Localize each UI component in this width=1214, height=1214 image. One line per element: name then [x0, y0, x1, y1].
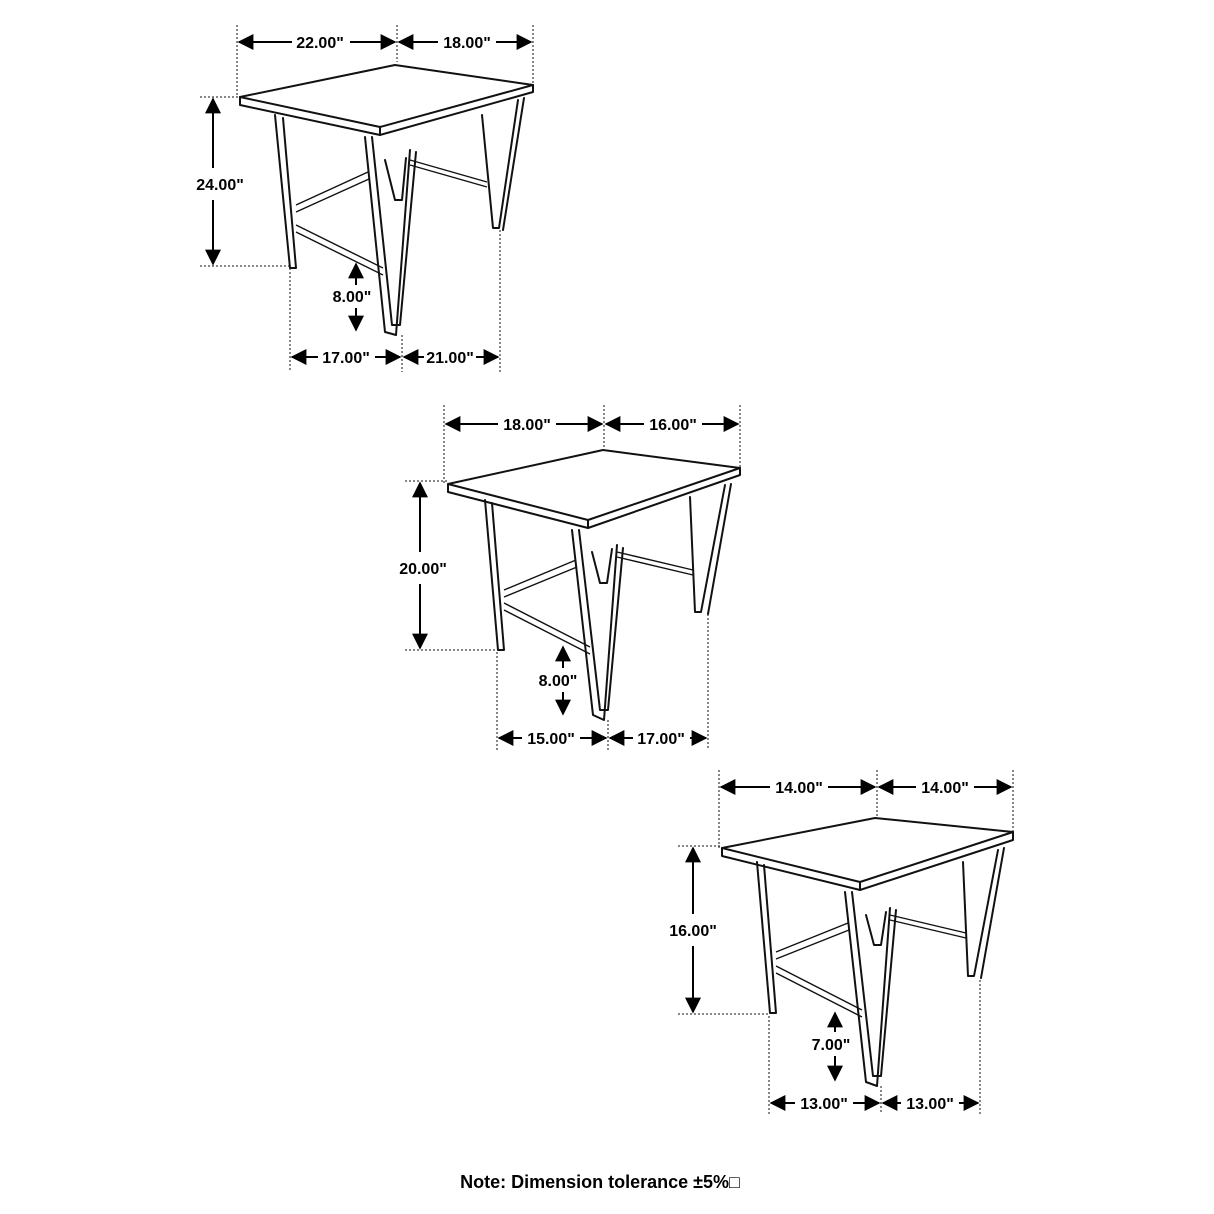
top-width-label: 14.00"	[775, 780, 823, 797]
height-label: 24.00"	[196, 177, 244, 194]
table-small	[669, 770, 1013, 1114]
height-label: 16.00"	[669, 923, 717, 940]
shelf-height-label: 8.00"	[332, 289, 372, 306]
table-large	[196, 25, 533, 372]
table-small-drawing	[722, 818, 1013, 1086]
base-width-label: 15.00"	[527, 731, 575, 748]
shelf-height-label: 8.00"	[538, 673, 578, 690]
table-large-drawing	[240, 65, 533, 335]
base-width-label: 13.00"	[800, 1096, 848, 1113]
table-medium	[399, 405, 740, 750]
base-depth-label: 13.00"	[906, 1096, 954, 1113]
base-width-label: 17.00"	[322, 350, 370, 367]
top-width-label: 22.00"	[296, 35, 344, 52]
shelf-height-label: 7.00"	[811, 1037, 851, 1054]
height-label: 20.00"	[399, 561, 447, 578]
top-width-label: 18.00"	[503, 417, 551, 434]
base-depth-label: 21.00"	[426, 350, 474, 367]
base-depth-label: 17.00"	[637, 731, 685, 748]
top-depth-label: 18.00"	[443, 35, 491, 52]
tolerance-note: Note: Dimension tolerance ±5%□	[460, 1172, 740, 1192]
top-depth-label: 14.00"	[921, 780, 969, 797]
top-depth-label: 16.00"	[649, 417, 697, 434]
table-medium-drawing	[448, 450, 740, 720]
